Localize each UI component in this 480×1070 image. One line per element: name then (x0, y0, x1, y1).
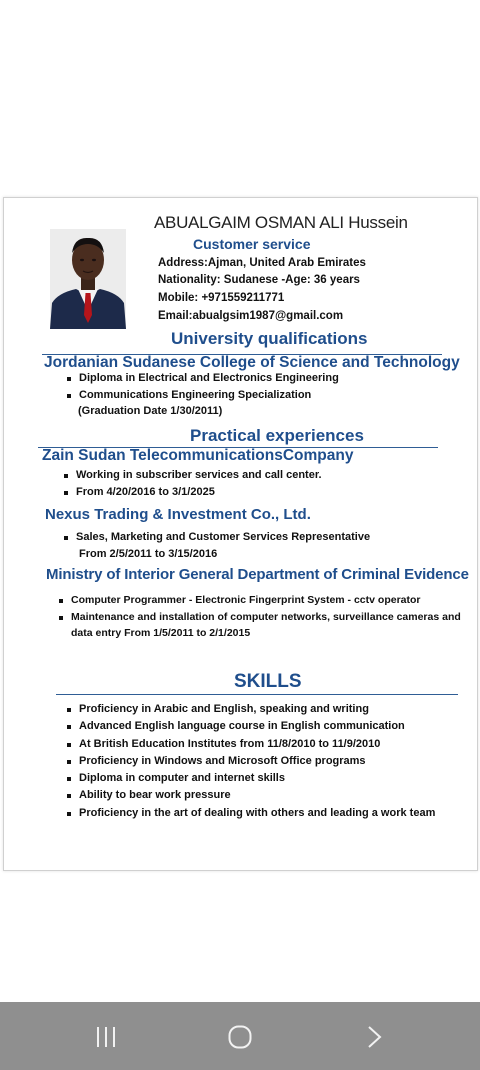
mobile-line: Mobile: +971559211771 (158, 292, 285, 304)
education-heading: University qualifications (171, 329, 368, 348)
list-item: Diploma in Electrical and Electronics Engineering (66, 370, 339, 387)
list-item: Advanced English language course in English communication (66, 718, 435, 735)
candidate-name: ABUALGAIM OSMAN ALI Hussein (154, 213, 408, 232)
job-duties-list (63, 529, 370, 546)
list-item: Communications Engineering Specialization (66, 387, 339, 404)
email-line: Email:abualgsim1987@gmail.com (158, 310, 344, 322)
recent-apps-icon[interactable] (93, 1024, 119, 1055)
list-item: Sales, Marketing and Customer Services Representative (63, 529, 370, 546)
list-item: Diploma in computer and internet skills (66, 770, 435, 787)
education-list (66, 370, 339, 405)
list-item: Computer Programmer - Electronic Fingerprint System - cctv operator (58, 592, 461, 609)
back-icon[interactable] (362, 1024, 388, 1055)
resume-document (3, 197, 478, 871)
job-duties-list (58, 592, 461, 627)
graduation-date: (Graduation Date 1/30/2011) (78, 405, 223, 417)
company-name: Nexus Trading & Investment Co., Ltd. (45, 506, 311, 523)
person-portrait-icon (50, 229, 126, 329)
skills-divider (56, 694, 458, 695)
home-icon[interactable] (227, 1024, 253, 1055)
list-item: At British Education Institutes from 11/8/2010 to 11/9/2010 (66, 736, 435, 753)
company-name: Ministry of Interior General Department of Criminal Evidence (46, 566, 469, 583)
list-item: From 4/20/2016 to 3/1/2025 (63, 484, 322, 501)
job-dates: data entry From 1/5/2011 to 2/1/2015 (71, 627, 251, 639)
list-item: Proficiency in Arabic and English, speaking and writing (66, 701, 435, 718)
skills-heading: SKILLS (234, 671, 302, 692)
system-navigation-bar (0, 1002, 480, 1070)
list-item: Proficiency in Windows and Microsoft Office programs (66, 753, 435, 770)
list-item: Working in subscriber services and call center. (63, 467, 322, 484)
address-line: Address:Ajman, United Arab Emirates (158, 257, 366, 269)
profile-photo (50, 229, 126, 329)
experience-heading: Practical experiences (190, 426, 364, 445)
education-institution: Jordanian Sudanese College of Science and Technology (44, 354, 460, 371)
list-item: Proficiency in the art of dealing with others and leading a work team (66, 805, 435, 822)
job-dates: From 2/5/2011 to 3/15/2016 (79, 548, 218, 560)
list-item: Ability to bear work pressure (66, 787, 435, 804)
list-item: Maintenance and installation of computer networks, surveillance cameras and (58, 609, 461, 626)
company-name: Zain Sudan TelecommunicationsCompany (42, 447, 354, 464)
job-duties-list (63, 467, 322, 502)
job-title: Customer service (193, 236, 311, 252)
nationality-line: Nationality: Sudanese -Age: 36 years (158, 274, 360, 286)
skills-list (66, 701, 435, 822)
